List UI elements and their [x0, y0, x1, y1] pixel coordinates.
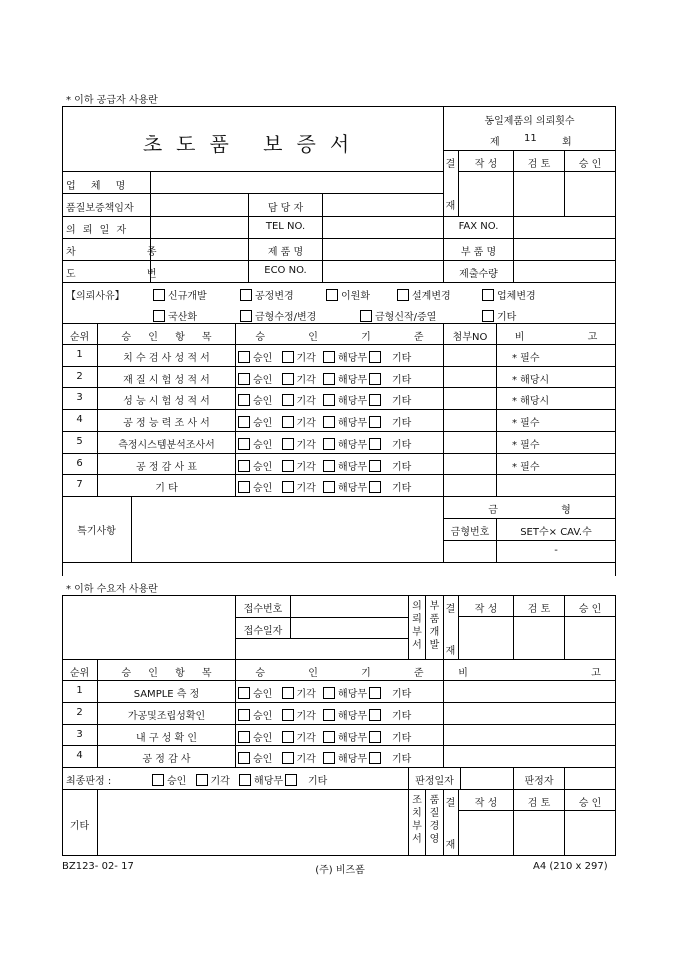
- item-name: 측정시스템분석조사서: [118, 440, 215, 451]
- reason-vendor-change[interactable]: 업체변경: [482, 287, 536, 302]
- items-header-criteria: 승 인 기 준: [255, 332, 424, 343]
- item-name: 공 정 감 사 표: [135, 462, 197, 473]
- checkbox[interactable]: [238, 460, 250, 472]
- items-header-attach: 첨부NO: [452, 332, 488, 343]
- checkbox[interactable]: [323, 460, 335, 472]
- checkbox[interactable]: [240, 310, 252, 322]
- checkbox[interactable]: [282, 752, 294, 764]
- checkbox[interactable]: [369, 752, 381, 764]
- c-item-no: 2: [76, 707, 83, 718]
- o-jae-label: 재: [445, 840, 456, 851]
- item-remark: * 필수: [512, 462, 540, 473]
- reason-other[interactable]: 기타: [482, 308, 516, 323]
- checkbox[interactable]: [369, 460, 381, 472]
- checkbox[interactable]: [238, 481, 250, 493]
- reason-label: 【의뢰사유】: [66, 291, 125, 302]
- footer-company: (주) 비즈폼: [315, 865, 365, 876]
- items-header-no: 순위: [69, 332, 90, 343]
- checkbox[interactable]: [238, 731, 250, 743]
- request-dept-label: 의 뢰 부 서: [412, 601, 422, 651]
- item-name: 재 질 시 험 성 적 서: [123, 375, 210, 386]
- item-remark: * 해당시: [512, 396, 550, 407]
- item-no: 7: [76, 479, 83, 490]
- item-no: 4: [76, 414, 83, 425]
- checkbox[interactable]: [369, 373, 381, 385]
- checkbox[interactable]: [152, 774, 164, 786]
- item-judge-options[interactable]: 승인 기각 해당무 기타: [238, 479, 411, 494]
- c-item-judge-options[interactable]: 승인 기각 해당무 기타: [238, 750, 411, 765]
- approval-review: 검 토: [527, 159, 551, 170]
- checkbox[interactable]: [238, 394, 250, 406]
- checkbox[interactable]: [238, 438, 250, 450]
- o-approval-approve: 승 인: [578, 798, 602, 809]
- final-judge-label: 최종판정 :: [66, 776, 112, 787]
- reason-localization[interactable]: 국산화: [153, 308, 197, 323]
- item-name: 기 타: [155, 483, 178, 494]
- person-label: 담 당 자: [267, 203, 304, 214]
- checkbox[interactable]: [238, 373, 250, 385]
- c-item-judge-options[interactable]: 승인 기각 해당무 기타: [238, 707, 411, 722]
- checkbox[interactable]: [239, 774, 251, 786]
- c-item-no: 1: [76, 685, 83, 696]
- item-name: 치 수 검 사 성 적 서: [123, 353, 210, 364]
- item-no: 3: [76, 392, 83, 403]
- checkbox[interactable]: [397, 289, 409, 301]
- set-cav-label: SET수× CAV.수: [520, 527, 592, 538]
- submit-qty-label: 제출수량: [459, 269, 498, 280]
- item-no: 5: [76, 436, 83, 447]
- special-notes-label: 특기사항: [77, 526, 116, 537]
- other-label: 기타: [69, 821, 90, 832]
- checkbox[interactable]: [282, 709, 294, 721]
- request-count-suffix: 회: [562, 137, 572, 148]
- final-judger-label: 판정자: [524, 776, 554, 787]
- quality-mgmt-label: 품 질 경 영: [429, 795, 440, 845]
- company-label: 업 체 명: [66, 181, 132, 192]
- checkbox[interactable]: [360, 310, 372, 322]
- part-name-label: 부 품 명: [460, 247, 497, 258]
- reason-mold-modify[interactable]: 금형수정/변경: [240, 308, 316, 323]
- item-name: 공 정 능 력 조 사 서: [123, 418, 210, 429]
- final-judge-options[interactable]: 승인 기각 해당무 기타: [152, 772, 327, 787]
- request-count-value: 11: [524, 133, 537, 144]
- checkbox[interactable]: [323, 394, 335, 406]
- checkbox[interactable]: [285, 774, 297, 786]
- item-judge-options[interactable]: 승인 기각 해당무 기타: [238, 349, 411, 364]
- items-header-item: 승 인 항 목: [121, 332, 212, 343]
- reason-design-change[interactable]: 설계변경: [397, 287, 451, 302]
- request-date-label: 의 뢰 일 자: [66, 225, 129, 236]
- c-header-criteria: 승 인 기 준: [255, 668, 424, 679]
- checkbox[interactable]: [282, 373, 294, 385]
- reason-dual-source[interactable]: 이원화: [326, 287, 370, 302]
- quality-manager-label: 품질보증책임자: [66, 203, 134, 214]
- item-judge-options[interactable]: 승인 기각 해당무 기타: [238, 371, 411, 386]
- c-item-name: 내 구 성 확 인: [135, 733, 197, 744]
- c-item-no: 3: [76, 729, 83, 740]
- c-header-remark: 비 고: [458, 668, 601, 679]
- action-dept-label: 조 치 부 서: [412, 795, 422, 845]
- c-gyeol-label: 결: [445, 604, 456, 615]
- supplier-section-note: * 이하 공급자 사용란: [66, 95, 158, 106]
- approval-approve: 승 인: [578, 159, 602, 170]
- eco-label: ECO NO.: [264, 265, 307, 276]
- checkbox[interactable]: [369, 481, 381, 493]
- item-remark: * 해당시: [512, 375, 550, 386]
- item-judge-options[interactable]: 승인 기각 해당무 기타: [238, 414, 411, 429]
- c-approval-write: 작 성: [474, 604, 498, 615]
- checkbox[interactable]: [282, 687, 294, 699]
- receipt-no-label: 접수번호: [243, 604, 283, 615]
- checkbox[interactable]: [238, 709, 250, 721]
- items-header-remark: 비 고: [514, 332, 598, 343]
- checkbox[interactable]: [323, 752, 335, 764]
- o-approval-write: 작 성: [474, 798, 498, 809]
- checkbox[interactable]: [323, 438, 335, 450]
- mold-no-label: 금형번호: [450, 527, 490, 538]
- checkbox[interactable]: [282, 460, 294, 472]
- checkbox[interactable]: [282, 351, 294, 363]
- item-name: 성 능 시 험 성 적 서: [123, 396, 210, 407]
- item-judge-options[interactable]: 승인 기각 해당무 기타: [238, 436, 411, 451]
- final-date-label: 판정일자: [415, 776, 454, 787]
- item-no: 6: [76, 458, 83, 469]
- checkbox[interactable]: [153, 310, 165, 322]
- drawing-no-label: 도 번: [66, 269, 191, 280]
- checkbox[interactable]: [482, 289, 494, 301]
- checkbox[interactable]: [323, 351, 335, 363]
- c-header-no: 순위: [69, 668, 90, 679]
- request-count-prefix: 제: [490, 137, 500, 148]
- checkbox[interactable]: [323, 687, 335, 699]
- jae-label: 재: [445, 201, 456, 212]
- item-no: 1: [76, 349, 83, 360]
- checkbox[interactable]: [238, 351, 250, 363]
- c-approval-review: 검 토: [527, 604, 551, 615]
- item-remark: * 필수: [512, 418, 540, 429]
- checkbox[interactable]: [369, 416, 381, 428]
- checkbox[interactable]: [482, 310, 494, 322]
- page-title: 초도품 보증서: [142, 132, 364, 156]
- item-remark: * 필수: [512, 353, 540, 364]
- checkbox[interactable]: [369, 394, 381, 406]
- checkbox[interactable]: [369, 709, 381, 721]
- checkbox[interactable]: [282, 481, 294, 493]
- paper-size: A4 (210 x 297): [533, 861, 608, 872]
- receipt-date-label: 접수일자: [243, 626, 283, 637]
- checkbox[interactable]: [323, 731, 335, 743]
- checkbox[interactable]: [369, 351, 381, 363]
- approval-write: 작 성: [474, 159, 498, 170]
- checkbox[interactable]: [369, 687, 381, 699]
- reason-new-dev[interactable]: 신규개발: [153, 287, 207, 302]
- set-cav-value: -: [554, 545, 558, 556]
- checkbox[interactable]: [369, 438, 381, 450]
- checkbox[interactable]: [323, 709, 335, 721]
- checkbox[interactable]: [238, 752, 250, 764]
- request-count-label: 동일제품의 의뢰횟수: [484, 116, 575, 127]
- checkbox[interactable]: [196, 774, 208, 786]
- parts-dev-dept-label: 부 품 개 발: [429, 601, 440, 651]
- c-item-no: 4: [76, 750, 83, 761]
- c-item-name: 가공및조립성확인: [127, 711, 206, 722]
- checkbox[interactable]: [282, 394, 294, 406]
- checkbox[interactable]: [282, 438, 294, 450]
- c-header-item: 승 인 항 목: [121, 668, 212, 679]
- checkbox[interactable]: [326, 289, 338, 301]
- o-approval-review: 검 토: [527, 798, 551, 809]
- checkbox[interactable]: [238, 687, 250, 699]
- checkbox[interactable]: [153, 289, 165, 301]
- checkbox[interactable]: [240, 289, 252, 301]
- gyeol-label: 결: [445, 159, 456, 170]
- tel-label: TEL NO.: [265, 221, 306, 232]
- mold-label: 금 형: [488, 505, 571, 516]
- c-item-judge-options[interactable]: 승인 기각 해당무 기타: [238, 685, 411, 700]
- product-name-label: 제 품 명: [267, 247, 304, 258]
- checkbox[interactable]: [323, 373, 335, 385]
- checkbox[interactable]: [369, 731, 381, 743]
- o-gyeol-label: 결: [445, 798, 456, 809]
- reason-mold-new[interactable]: 금형신작/증열: [360, 308, 436, 323]
- fax-label: FAX NO.: [458, 221, 499, 232]
- checkbox[interactable]: [323, 481, 335, 493]
- c-item-name: SAMPLE 측 정: [133, 689, 200, 700]
- item-judge-options[interactable]: 승인 기각 해당무 기타: [238, 458, 411, 473]
- item-judge-options[interactable]: 승인 기각 해당무 기타: [238, 392, 411, 407]
- checkbox[interactable]: [282, 416, 294, 428]
- vehicle-label: 차 종: [66, 247, 191, 258]
- checkbox[interactable]: [282, 731, 294, 743]
- checkbox[interactable]: [323, 416, 335, 428]
- c-approval-approve: 승 인: [578, 604, 602, 615]
- customer-section-note: * 이하 수요자 사용란: [66, 584, 158, 595]
- checkbox[interactable]: [238, 416, 250, 428]
- form-code: BZ123- 02- 17: [62, 861, 134, 872]
- reason-process-change[interactable]: 공정변경: [240, 287, 294, 302]
- item-remark: * 필수: [512, 440, 540, 451]
- c-item-judge-options[interactable]: 승인 기각 해당무 기타: [238, 729, 411, 744]
- item-no: 2: [76, 371, 83, 382]
- c-item-name: 공 정 감 사: [142, 754, 191, 765]
- c-jae-label: 재: [445, 646, 456, 657]
